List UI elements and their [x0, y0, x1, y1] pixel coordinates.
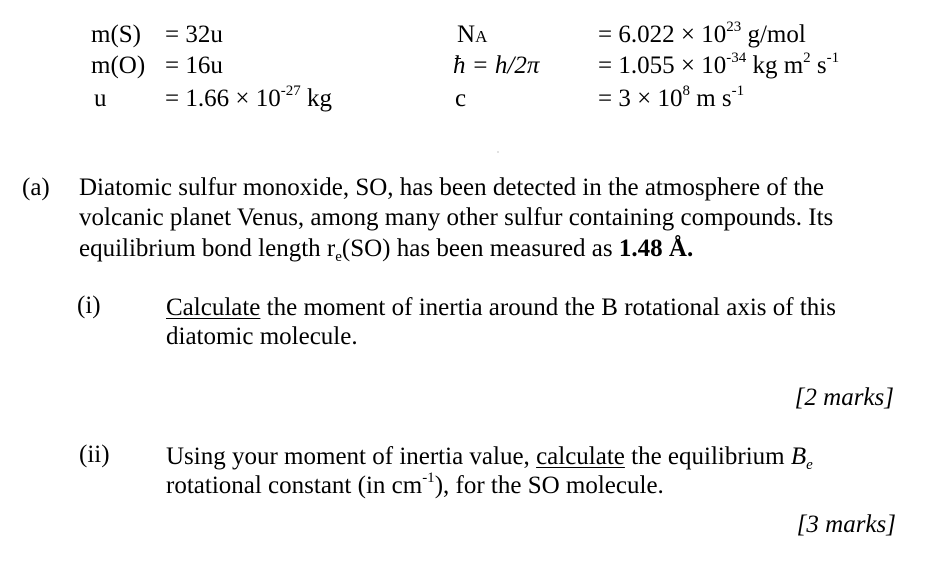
constant-value-mO: = 16u: [165, 52, 223, 79]
part-i-marks: [2 marks]: [794, 384, 894, 411]
part-i-label: (i): [77, 292, 101, 319]
hbar-value-prefix: = 1.055 × 10: [598, 52, 727, 79]
constant-value-u: [165, 83, 332, 112]
rotational-constant-subscript: e: [806, 457, 813, 473]
constant-label-hbar: ħ = h/2π: [453, 52, 540, 79]
c-value-exponent-2: -1: [731, 83, 745, 99]
constant-label-mS: m(S): [91, 21, 141, 48]
constant-value-hbar: [598, 50, 840, 79]
part-a-line-3: [79, 235, 694, 265]
part-a-label: (a): [22, 174, 50, 201]
constant-label-NA: [457, 22, 487, 47]
hbar-value-exponent-2: 2: [803, 50, 811, 66]
constant-label-mO: m(O): [91, 52, 146, 79]
NA-value-unit: g/mol: [741, 21, 806, 48]
part-ii-marks: [3 marks]: [796, 511, 896, 538]
NA-label-main: N: [457, 21, 476, 48]
c-value-unit: m s: [689, 85, 732, 112]
NA-value-exponent: 23: [726, 19, 742, 35]
hbar-value-exponent-3: -1: [826, 50, 840, 66]
part-a-line-2: volcanic planet Venus, among many other sulfur containing compounds. Its: [79, 204, 834, 231]
part-a-line-3-prefix: equilibrium bond length r: [79, 235, 336, 262]
part-a-line-1: Diatomic sulfur monoxide, SO, has been detected in the atmosphere of the: [79, 174, 824, 201]
part-a-line-3-mid: (SO) has been measured as: [341, 235, 619, 262]
scan-speck: [497, 151, 499, 153]
calculate-keyword: calculate: [536, 443, 625, 470]
c-value-exponent: 8: [682, 83, 690, 99]
NA-value-prefix: = 6.022 × 10: [598, 21, 727, 48]
c-value-prefix: = 3 × 10: [598, 85, 683, 112]
part-i-line-1-rest: the moment of inertia around the B rotational axis of this: [260, 294, 836, 321]
constant-label-u: u: [94, 85, 107, 112]
part-ii-line-2-exponent: -1: [422, 470, 435, 486]
hbar-value-unit-b: s: [810, 52, 827, 79]
u-value-exponent: -27: [280, 83, 301, 99]
constant-value-c: [598, 83, 745, 112]
bond-length-value: 1.48 Å.: [618, 235, 694, 262]
rotational-constant-symbol: B: [790, 443, 807, 470]
constant-value-NA: [598, 19, 806, 48]
NA-label-sub: A: [475, 27, 488, 46]
part-ii-line-2: [166, 470, 664, 499]
constant-label-c: c: [455, 85, 467, 112]
constant-value-mS: = 32u: [165, 21, 223, 48]
part-ii-line-1-mid: the equilibrium: [624, 443, 791, 470]
part-ii-line-1: [166, 443, 813, 473]
part-ii-line-2-prefix: rotational constant (in cm: [166, 472, 423, 499]
u-value-unit: kg: [300, 85, 332, 112]
calculate-keyword: Calculate: [166, 294, 261, 321]
part-ii-line-2-suffix: ), for the SO molecule.: [434, 472, 664, 499]
part-ii-line-1-prefix: Using your moment of inertia value,: [166, 443, 537, 470]
part-i-line-1: [166, 295, 836, 320]
part-a-line-3-subscript: e: [335, 249, 342, 265]
u-value-prefix: = 1.66 × 10: [165, 85, 281, 112]
hbar-value-exponent: -34: [726, 50, 747, 66]
part-ii-label: (ii): [79, 441, 110, 468]
hbar-value-unit-a: kg m: [746, 52, 804, 79]
part-i-line-2: diatomic molecule.: [166, 323, 358, 350]
